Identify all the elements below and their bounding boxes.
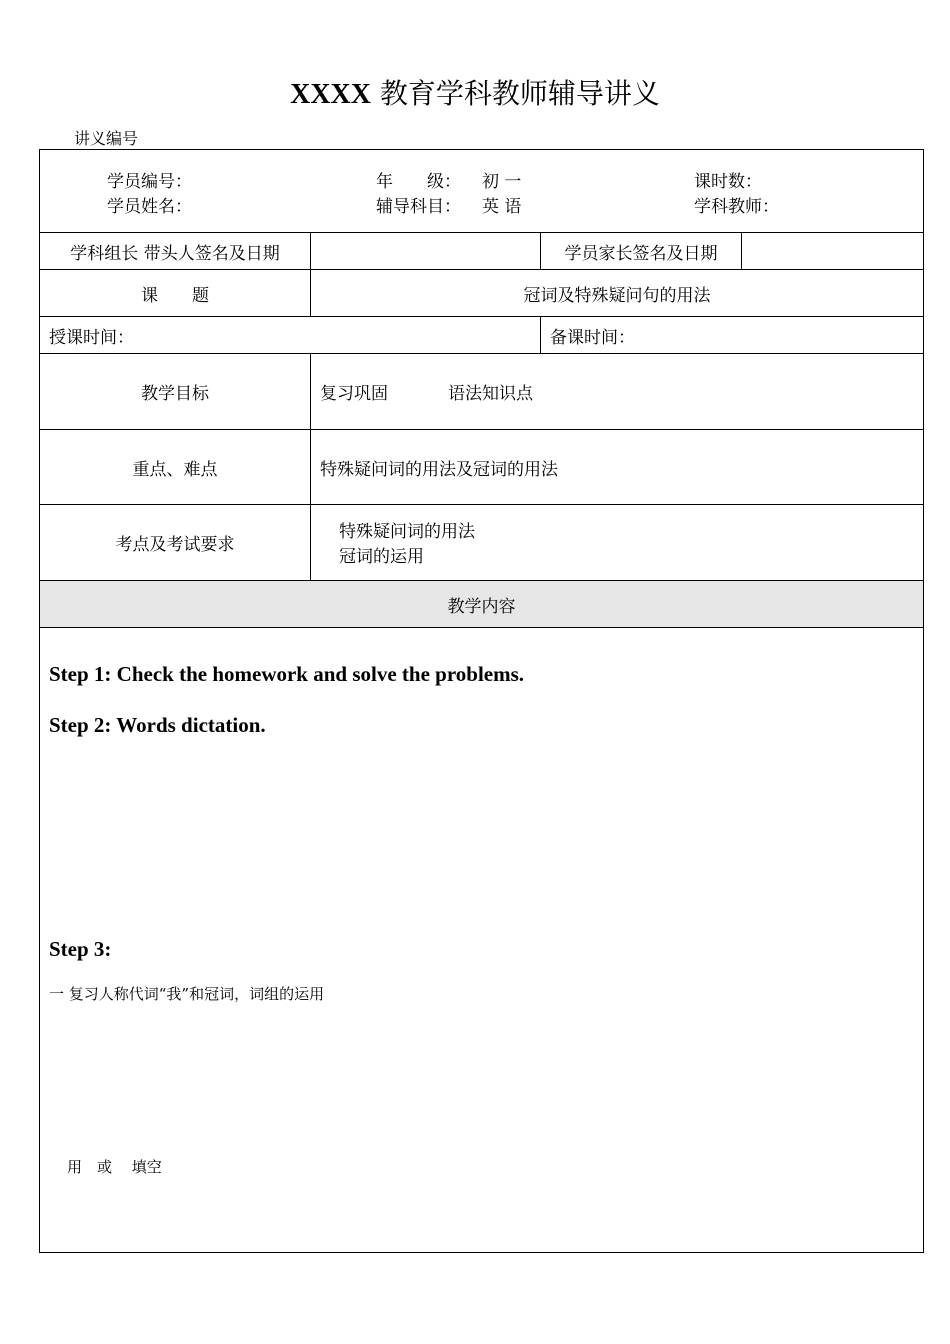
exam-points-row (40, 505, 923, 581)
lesson-form (39, 149, 924, 1253)
leader-sign-field[interactable] (310, 233, 540, 269)
topic-value: 冠词及特殊疑问句的用法 (310, 270, 923, 316)
goals-value-a: 复习巩固 (320, 384, 388, 404)
key-points-row (40, 430, 923, 505)
key-points-label: 重点、难点 (132, 459, 218, 480)
content-header: 教学内容 (40, 581, 923, 628)
class-hours-label: 课时数： (694, 172, 762, 192)
prep-time-label: 备课时间： (540, 317, 923, 353)
exam-points-value (310, 505, 923, 580)
subject-label: 辅导科目： (376, 197, 461, 217)
goals-value (310, 354, 923, 429)
goals-label: 教学目标 (141, 384, 209, 404)
key-points-value: 特殊疑问词的用法及冠词的用法 (310, 430, 923, 504)
fill-in-instruction: 用 或 填空 (67, 1158, 162, 1176)
step-1: Step 1: Check the homework and solve the problems. (49, 662, 525, 686)
time-row (40, 317, 923, 354)
leader-sign-label: 学科组长 带头人签名及日期 (70, 243, 280, 264)
subject-value: 英 语 (482, 197, 522, 217)
exam-point-2: 冠词的运用 (339, 547, 424, 567)
step-2: Step 2: Words dictation. (49, 713, 266, 737)
title-prefix: XXXX (290, 79, 371, 110)
class-time-label: 授课时间： (49, 327, 134, 348)
exam-points-label: 考点及考试要求 (115, 535, 235, 555)
exam-point-1: 特殊疑问词的用法 (339, 522, 475, 542)
goals-row (40, 354, 923, 430)
parent-sign-label: 学员家长签名及日期 (540, 233, 741, 269)
grade-label: 年 级： (376, 172, 461, 192)
section-1-heading: 一 复习人称代词“我”和冠词，词组的运用 (49, 985, 325, 1003)
student-name-label: 学员姓名： (107, 197, 192, 217)
page-title (0, 72, 950, 112)
step-3: Step 3: (49, 937, 112, 961)
student-info-row (40, 150, 923, 233)
signature-row (40, 233, 923, 270)
teacher-label: 学科教师： (694, 197, 779, 217)
goals-value-b: 语法知识点 (448, 384, 533, 404)
grade-value: 初 一 (482, 172, 522, 192)
title-text: 教育学科教师辅导讲义 (379, 77, 660, 110)
doc-number-label: 讲义编号 (74, 129, 139, 148)
topic-row (40, 270, 923, 317)
student-id-label: 学员编号： (107, 172, 192, 192)
parent-sign-field[interactable] (741, 233, 923, 269)
topic-label: 课 题 (141, 285, 209, 306)
